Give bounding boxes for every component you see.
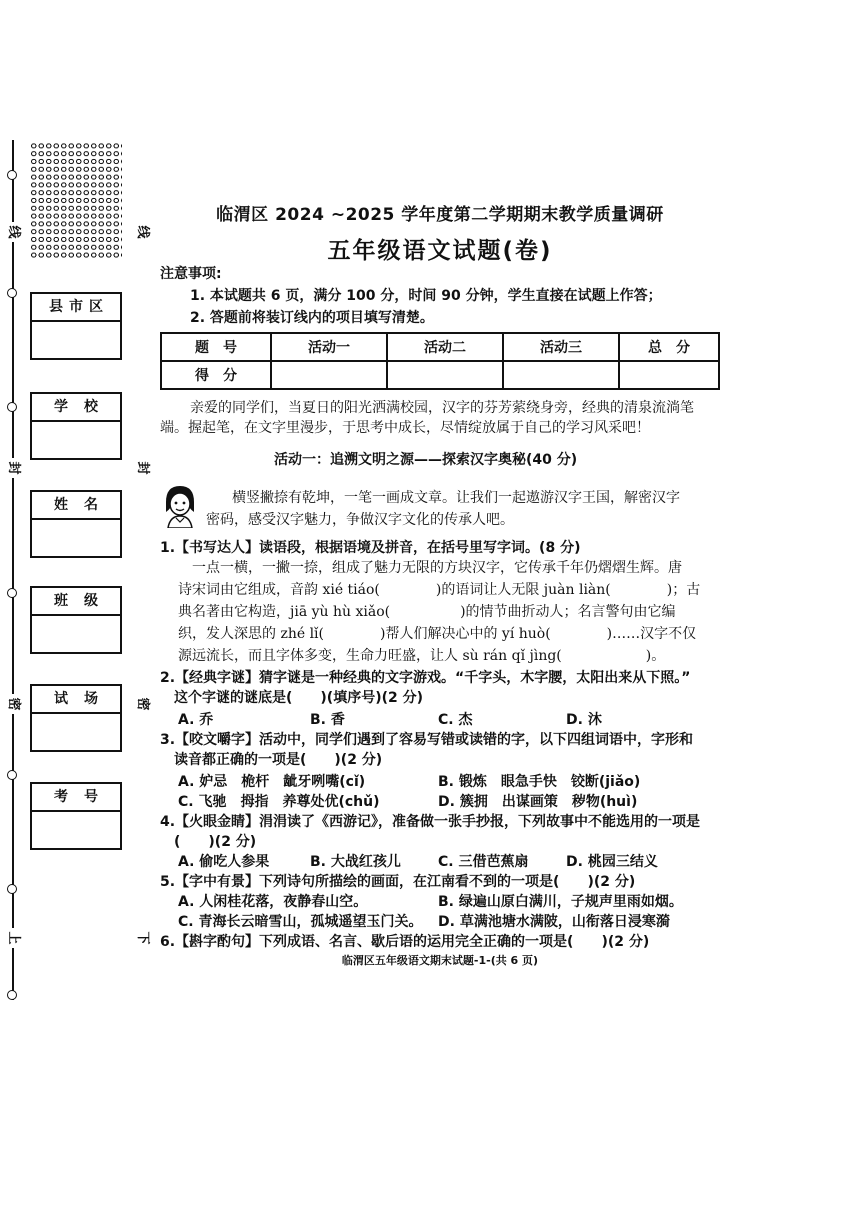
- binding-hole: [7, 884, 17, 894]
- binding-hole: [7, 990, 17, 1000]
- binding-hole: [7, 770, 17, 780]
- question-2-option-b[interactable]: B. 香: [310, 712, 345, 728]
- question-5-option-c[interactable]: C. 青海长云暗雪山，孤城遥望玉门关。: [178, 914, 423, 930]
- question-3-option-c[interactable]: C. 飞驰 拇指 养尊处优(chǔ): [178, 794, 380, 810]
- score-header-cell: 题 号: [161, 333, 271, 361]
- field-label-char: 班: [54, 593, 68, 609]
- score-table-score-row: [161, 361, 719, 389]
- field-label-char: 姓: [54, 497, 68, 513]
- intro-line: 亲爱的同学们，当夏日的阳光洒满校园，汉字的芬芳萦绕身旁，经典的清泉流淌笔: [190, 400, 694, 416]
- field-label-char: 号: [84, 789, 98, 805]
- binding-label-shang: 上: [3, 928, 23, 948]
- score-cell-activity2[interactable]: [387, 361, 503, 389]
- field-label-char: 场: [84, 691, 98, 707]
- question-6-stem: 6.【斟字酌句】下列成语、名言、歇后语的运用完全正确的一项是( )(2 分): [160, 934, 650, 950]
- question-1-passage: 织，发人深思的 zhé lǐ( )帮人们解决心中的 yí huò( )……汉字不仅: [178, 626, 697, 642]
- field-box-exam-number[interactable]: [30, 782, 122, 850]
- question-5-option-a[interactable]: A. 人闲桂花落，夜静春山空。: [178, 894, 368, 910]
- question-1-passage: 典名著由它构造，jiā yù hù xiǎo( )的情节曲折动人；名言警句由它编: [178, 604, 676, 620]
- score-table: [160, 332, 720, 390]
- activity1-lead-line: 密码，感受汉字魅力，争做汉字文化的传承人吧。: [206, 512, 514, 528]
- field-label-char: 级: [84, 593, 98, 609]
- field-label-char: 名: [84, 497, 98, 513]
- binding-label-mi: 密: [3, 694, 23, 714]
- question-2-option-a[interactable]: A. 乔: [178, 712, 214, 728]
- field-label-char: 校: [84, 399, 98, 415]
- page-footer: 临渭区五年级语文期末试题-1-(共 6 页): [341, 954, 539, 967]
- field-box-district[interactable]: [30, 292, 122, 360]
- score-header-cell: 活动三: [503, 333, 619, 361]
- activity1-lead-line: 横竖撇捺有乾坤，一笔一画成文章。让我们一起遨游汉字王国，解密汉字: [232, 490, 680, 506]
- field-label-char: 学: [54, 399, 68, 415]
- binding-hole: [7, 288, 17, 298]
- exam-subtitle: 五年级语文试题(卷): [327, 238, 553, 264]
- question-1-stem: 1.【书写达人】读语段，根据语境及拼音，在括号里写字词。(8 分): [160, 540, 581, 556]
- field-label-char: 区: [89, 299, 103, 315]
- question-4-option-b[interactable]: B. 大战红孩儿: [310, 854, 401, 870]
- binding-hole: [7, 588, 17, 598]
- field-label-char: 试: [54, 691, 68, 707]
- score-header-cell: 总 分: [619, 333, 719, 361]
- question-5-option-d[interactable]: D. 草满池塘水满陂，山衔落日浸寒漪: [438, 914, 670, 930]
- binding-label-xia: 下: [135, 931, 150, 945]
- question-4-stem: 4.【火眼金睛】涓涓读了《西游记》，准备做一张手抄报，下列故事中不能选用的一项是: [160, 814, 701, 830]
- binding-label-mi-right: 密: [135, 697, 150, 711]
- field-box-name[interactable]: [30, 490, 122, 558]
- question-1-passage: 一点一横，一撇一捺，组成了魅力无限的方块汉字，它传承千年仍熠熠生辉。唐: [178, 560, 682, 576]
- binding-hole: [7, 402, 17, 412]
- girl-avatar-icon: [160, 482, 200, 528]
- activity1-title: 活动一：追溯文明之源——探索汉字奥秘(40 分): [274, 452, 578, 468]
- binding-label-feng: 封: [3, 458, 23, 478]
- question-3-option-d[interactable]: D. 簇拥 出谋画策 秽物(huì): [438, 794, 638, 810]
- score-header-cell: 活动一: [271, 333, 387, 361]
- score-cell-total[interactable]: [619, 361, 719, 389]
- score-cell-activity1[interactable]: [271, 361, 387, 389]
- question-2-option-d[interactable]: D. 沐: [566, 712, 602, 728]
- question-3-option-a[interactable]: A. 妒忌 桅杆 龇牙咧嘴(cǐ): [178, 774, 366, 790]
- notes-heading: 注意事项:: [160, 266, 222, 282]
- field-box-exam-room[interactable]: [30, 684, 122, 752]
- binding-label-feng-right: 封: [135, 461, 150, 475]
- notes-item: 1. 本试题共 6 页，满分 100 分，时间 90 分钟，学生直接在试题上作答；: [190, 288, 662, 304]
- intro-line: 端。握起笔，在文字里漫步，于思考中成长，尽情绽放属于自己的学习风采吧！: [160, 420, 650, 436]
- notes-item: 2. 答题前将装订线内的项目填写清楚。: [190, 310, 434, 326]
- exam-title: 临渭区 2024 ~2025 学年度第二学期期末教学质量调研: [216, 205, 664, 225]
- score-table-header-row: [161, 333, 719, 361]
- question-4-stem: ( )(2 分): [160, 834, 257, 850]
- binding-label-xian-right: 线: [135, 225, 150, 239]
- question-2-stem: 2.【经典字谜】猜字谜是一种经典的文字游戏。“千字头，木字腰，太阳出来从下照。”: [160, 670, 691, 686]
- field-label-char: 市: [69, 299, 83, 315]
- score-header-cell: 活动二: [387, 333, 503, 361]
- question-4-option-a[interactable]: A. 偷吃人参果: [178, 854, 270, 870]
- score-row-label: 得 分: [161, 361, 271, 389]
- question-4-option-c[interactable]: C. 三借芭蕉扇: [438, 854, 529, 870]
- question-5-option-b[interactable]: B. 绿遍山原白满川，子规声里雨如烟。: [438, 894, 683, 910]
- field-box-school[interactable]: [30, 392, 122, 460]
- question-3-stem: 读音都正确的一项是( )(2 分): [160, 752, 383, 768]
- field-box-class[interactable]: [30, 586, 122, 654]
- binding-hole: [7, 170, 17, 180]
- field-label-char: 考: [54, 789, 68, 805]
- question-1-passage: 源远流长，而且字体多变，生命力旺盛，让人 sù rán qǐ jìng( )。: [178, 648, 666, 664]
- question-1-passage: 诗宋词由它组成，音韵 xié tiáo( )的语词让人无限 juàn liàn( )；古: [178, 582, 701, 598]
- binding-dot-pattern: [30, 142, 122, 258]
- question-2-stem: 这个字谜的谜底是( )(填序号)(2 分): [160, 690, 424, 706]
- question-4-option-d[interactable]: D. 桃园三结义: [566, 854, 658, 870]
- field-label-char: 县: [49, 299, 63, 315]
- question-3-option-b[interactable]: B. 锻炼 眼急手快 铰断(jiǎo): [438, 774, 641, 790]
- question-5-stem: 5.【字中有景】下列诗句所描绘的画面，在江南看不到的一项是( )(2 分): [160, 874, 636, 890]
- question-2-option-c[interactable]: C. 杰: [438, 712, 473, 728]
- score-cell-activity3[interactable]: [503, 361, 619, 389]
- binding-line: [12, 140, 14, 1000]
- question-3-stem: 3.【咬文嚼字】活动中，同学们遇到了容易写错或读错的字，以下四组词语中，字形和: [160, 732, 694, 748]
- binding-label-xian: 线: [3, 222, 23, 242]
